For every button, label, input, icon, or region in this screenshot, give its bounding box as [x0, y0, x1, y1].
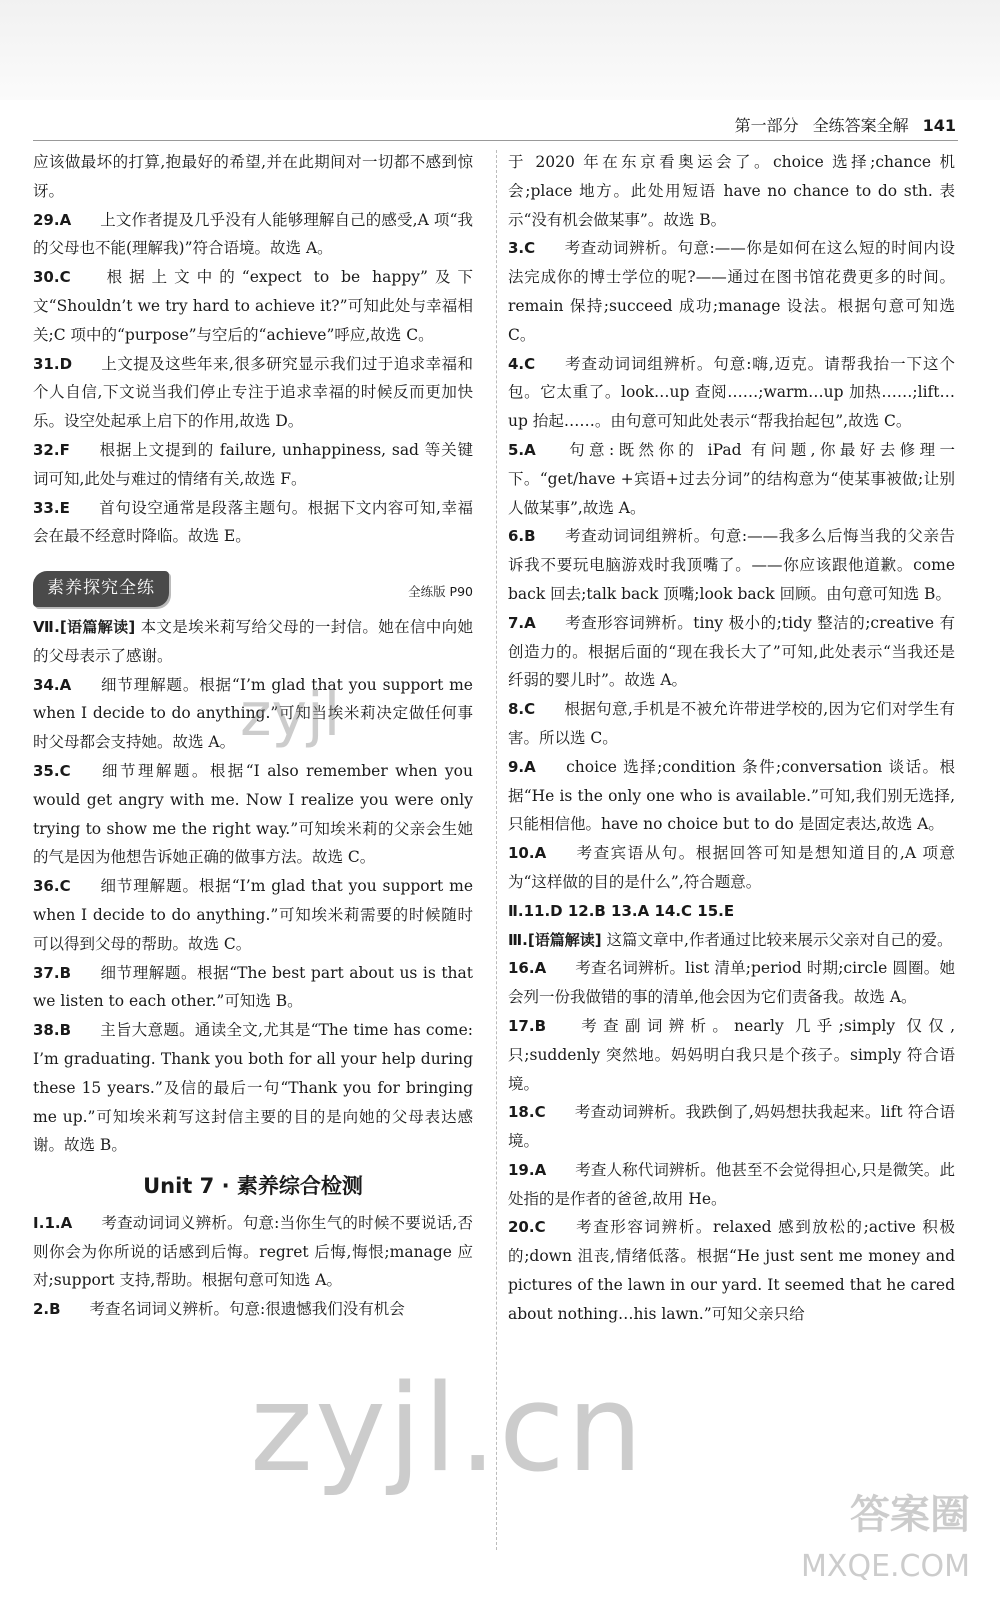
answer-number: 18.C — [508, 1103, 546, 1122]
answer-row-11-15: Ⅱ.11.D 12.B 13.A 14.C 15.E — [508, 901, 735, 920]
answer-text: 句意:既然你的 iPad 有问题,你最好去修理一下。“get/have +宾语+过去分词”的结构意为“使某事被做;让别人做某事”,故选 A。 — [508, 440, 955, 517]
answer-number: 10.A — [508, 844, 547, 863]
answer-text: 根据上文中的“expect to be happy”及下文“Shouldn’t we try hard to achieve it?”可知此处与幸福相关;C 项中的“purpose”与空后的“achieve”呼应,故选 C。 — [33, 268, 473, 344]
top-shadow-band — [0, 0, 1000, 100]
answer-text: choice 选择;condition 条件;conversation 谈话。根据“He is the only one who is available.”可知,我们别无选择,只能相信他。have no choice but to do 是固定表达,故选 A。 — [508, 757, 955, 834]
watermark-large: zyjl.cn — [250, 1360, 645, 1499]
answer-4 — [508, 350, 955, 436]
answer-number: 8.C — [508, 700, 536, 719]
answer-36 — [33, 872, 473, 958]
watermark-logo-text: 答案圈 — [850, 1492, 970, 1538]
answer-number: Ⅲ.[语篇解读] — [508, 930, 602, 949]
column-divider — [496, 150, 497, 1550]
answer-text: 细节理解题。根据“I’m glad that you support me when I decide to do anything.”可知当埃米莉决定做任何事时父母都会支持她。故选 A。 — [33, 675, 473, 752]
answer-text: 考查人称代词辨析。他甚至不会觉得担心,只是微笑。此处指的是作者的爸爸,故用 He。 — [508, 1160, 955, 1208]
left-column — [33, 148, 473, 1324]
answer-number: Ⅰ.1.A — [33, 1213, 73, 1232]
answer-5 — [508, 436, 955, 522]
page-number: 141 — [922, 116, 956, 135]
answer-text: 考查动词辨析。句意:——你是如何在这么短的时间内设法完成你的博士学位的呢?——通过在图书馆花费更多的时间。remain 保持;succeed 成功;manage 设法。根据句意可知选 C。 — [508, 239, 955, 344]
page-header — [735, 113, 956, 136]
answer-text: 本文是埃米莉写给父母的一封信。她在信中向她的父母表示了感谢。 — [33, 617, 473, 665]
answer-text: 考查宾语从句。根据回答可知是想知道目的,A 项意为“这样做的目的是什么”,符合题意。 — [508, 844, 955, 891]
answer-18 — [508, 1098, 955, 1156]
answer-16 — [508, 954, 955, 1012]
answer-31 — [33, 350, 473, 436]
watermark-domain: MXQE.COM — [801, 1549, 970, 1584]
header-title: 全练答案全解 — [812, 116, 909, 135]
section-version: 全练版 P90 — [408, 584, 473, 600]
answer-number: 7.A — [508, 613, 536, 632]
answer-number: 30.C — [33, 268, 71, 287]
answer-6 — [508, 522, 955, 608]
answer-32 — [33, 436, 473, 494]
section-header — [33, 571, 473, 607]
answer-text: 上文提及这些年来,很多研究显示我们过于追求幸福和个人自信,下文说当我们停止专注于追求幸福的时候反而更加快乐。设空处起承上启下的作用,故选 D。 — [33, 354, 473, 431]
answer-number: 2.B — [33, 1300, 61, 1319]
answer-35 — [33, 757, 473, 872]
answer-number: 36.C — [33, 877, 71, 896]
answer-2 — [33, 1295, 473, 1324]
passage-summary-7 — [33, 613, 473, 671]
intro-text: 应该做最坏的打算,抱最好的希望,并在此期间对一切都不感到惊讶。 — [33, 153, 473, 200]
answer-number: 37.B — [33, 963, 72, 982]
answer-10 — [508, 839, 955, 897]
answer-37 — [33, 959, 473, 1017]
answer-7 — [508, 609, 955, 695]
answer-number: 5.A — [508, 440, 536, 459]
answer-number: 16.A — [508, 959, 547, 978]
answer-19 — [508, 1156, 955, 1214]
header-section: 第一部分 — [734, 116, 799, 135]
answer-text: 主旨大意题。通读全文,尤其是“The time has come: I’m graduating. Thank you both for all your help during these 15 years.”及信的最后一句“Thank you for bringing me up.”可知埃米莉写这封信主要的目的是向她的父母表达感谢。故选 B。 — [33, 1021, 473, 1155]
answer-number: 29.A — [33, 210, 72, 229]
answer-text: 考查动词词组辨析。句意:嗨,迈克。请帮我抬一下这个包。它太重了。look…up 查阅……;warm…up 加热……;lift…up 抬起……。由句意可知此处表示“帮我抬起包”,故选 C。 — [508, 354, 955, 431]
answer-29 — [33, 206, 473, 264]
answer-number: 9.A — [508, 757, 536, 776]
right-column — [508, 148, 955, 1329]
answer-text: 考查形容词辨析。relaxed 感到放松的;active 积极的;down 沮丧,情绪低落。根据“He just sent me money and pictures of the lawn in our yard. It seemed that he cared about nothing…his lawn.”可知父亲只给 — [508, 1218, 955, 1323]
answer-text: 考查动词词义辨析。句意:当你生气的时候不要说话,否则你会为你所说的话感到后悔。regret 后悔,悔恨;manage 应对;support 支持,帮助。根据句意可知选 A。 — [33, 1213, 473, 1290]
passage-summary-3 — [508, 926, 955, 955]
answer-1 — [33, 1209, 473, 1295]
answer-number: 6.B — [508, 527, 536, 546]
answer-text: 首句设空通常是段落主题句。根据下文内容可知,幸福会在最不经意时降临。故选 E。 — [33, 498, 473, 546]
answer-number: Ⅶ.[语篇解读] — [33, 617, 136, 636]
answer-number: 34.A — [33, 675, 72, 694]
answer-text: 考查动词词组辨析。句意:——我多么后悔当我的父亲告诉我不要玩电脑游戏时我顶嘴了。——你应该跟他道歉。come back 回去;talk back 顶嘴;look back 回顾。由句意可知选 B。 — [508, 527, 955, 603]
answer-text: 考查名词辨析。list 清单;period 时期;circle 圆圈。她会列一份我做错的事的清单,他会因为它们责备我。故选 A。 — [508, 959, 955, 1007]
answer-text: 上文作者提及几乎没有人能够理解自己的感受,A 项“我的父母也不能(理解我)”符合语境。故选 A。 — [33, 210, 473, 258]
answer-3 — [508, 234, 955, 349]
answer-number: 32.F — [33, 440, 70, 459]
answer-8 — [508, 695, 955, 753]
answer-text: 细节理解题。根据“The best part about us is that we listen to each other.”可知选 B。 — [33, 963, 473, 1011]
answer-number: 3.C — [508, 239, 536, 258]
answer-text: 细节理解题。根据“I also remember when you would get angry with me. Now I realize you were only trying to show me the right way.”可知埃米莉的父亲会生她的气是因为他想告诉她正确的做事方法。故选 C。 — [33, 761, 473, 867]
answer-20 — [508, 1213, 955, 1328]
answer-number: 38.B — [33, 1021, 72, 1040]
header-rule — [33, 140, 958, 141]
answer-38 — [33, 1016, 473, 1160]
answer-text: 考查名词词义辨析。句意:很遗憾我们没有机会 — [89, 1300, 405, 1319]
answer-number: 4.C — [508, 354, 536, 373]
answer-text: 这篇文章中,作者通过比较来展示父亲对自己的爱。 — [606, 930, 953, 949]
answer-number: 33.E — [33, 498, 70, 517]
answer-text: 根据上文提到的 failure, unhappiness, sad 等关键词可知,此处与难过的情绪有关,故选 F。 — [33, 440, 473, 488]
answer-33 — [33, 494, 473, 552]
answer-34 — [33, 671, 473, 757]
answer-number: 17.B — [508, 1016, 547, 1035]
answer-17 — [508, 1012, 955, 1098]
answer-number: 20.C — [508, 1218, 546, 1237]
answer-number: 31.D — [33, 354, 73, 373]
answer-text: 细节理解题。根据“I’m glad that you support me when I decide to do anything.”可知埃米莉需要的时候随时可以得到父母的帮助。故选 C。 — [33, 877, 473, 953]
answer-number: 19.A — [508, 1160, 547, 1179]
unit-title: Unit 7 · 素养综合检测 — [143, 1174, 363, 1199]
answer-text: 考查形容词辨析。tiny 极小的;tidy 整洁的;creative 有创造力的。根据后面的“现在我长大了”可知,此处表示“当我还是纤弱的婴儿时”。故选 A。 — [508, 613, 955, 690]
answer-30 — [33, 263, 473, 349]
answer-number: 35.C — [33, 761, 71, 780]
continued-text: 于 2020 年在东京看奥运会了。choice 选择;chance 机会;place 地方。此处用短语 have no chance to do sth. 表示“没有机会做某事”。故选 B。 — [508, 153, 955, 229]
watermark-small: zyjl — [240, 680, 341, 750]
section-badge: 素养探究全练 — [33, 571, 169, 607]
answer-text: 考查动词辨析。我跌倒了,妈妈想扶我起来。lift 符合语境。 — [508, 1103, 955, 1151]
answer-9 — [508, 753, 955, 839]
answer-text: 根据句意,手机是不被允许带进学校的,因为它们对学生有害。所以选 C。 — [508, 700, 955, 747]
answer-text: 考查副词辨析。nearly 几乎;simply 仅仅,只;suddenly 突然地。妈妈明白我只是个孩子。simply 符合语境。 — [508, 1016, 955, 1093]
